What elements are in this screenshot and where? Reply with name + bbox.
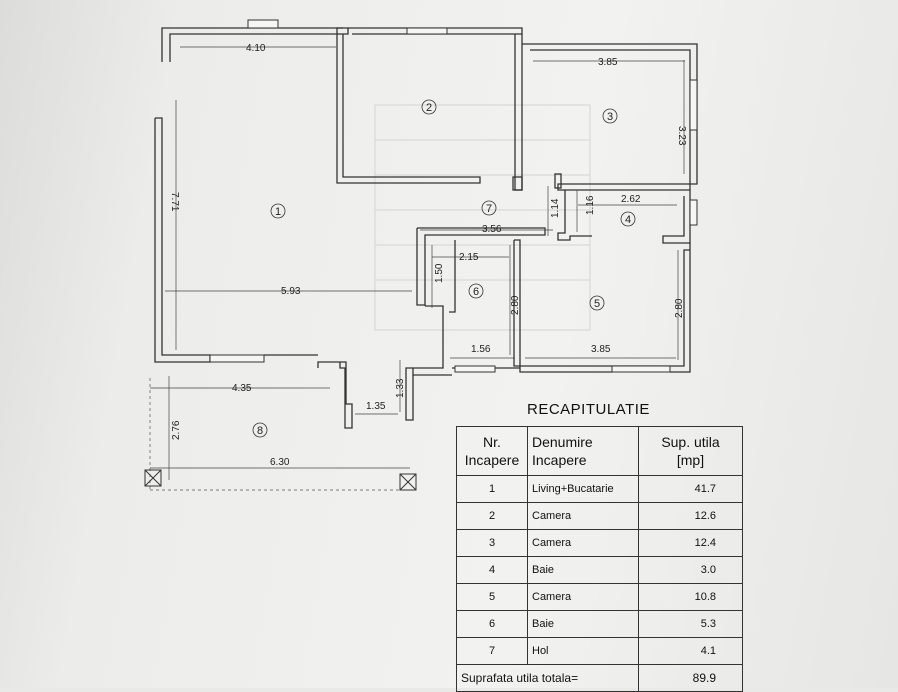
total-label: Suprafata utila totala= <box>457 665 639 692</box>
dim-1-35: 1.35 <box>366 401 386 412</box>
recap-table <box>456 426 743 692</box>
dim-4-10: 4.10 <box>246 43 266 54</box>
dim-3-23: 3.23 <box>676 126 687 146</box>
window <box>210 355 264 362</box>
dim-1-16: 1.16 <box>585 195 596 215</box>
dim-4-35: 4.35 <box>232 383 252 394</box>
recap-title: RECAPITULATIE <box>527 401 650 418</box>
window <box>612 366 670 372</box>
dim-1-50: 1.50 <box>434 263 445 283</box>
window <box>690 200 697 225</box>
header-area: Sup. utila [mp] <box>639 427 743 476</box>
wall-room6-left <box>413 306 452 375</box>
dim-2-62: 2.62 <box>621 194 641 205</box>
dim-5-93: 5.93 <box>281 286 301 297</box>
window <box>248 20 278 28</box>
dim-2-80-left: 2.80 <box>510 295 521 315</box>
room-number-3: 3 <box>606 111 614 123</box>
header-nr: Nr. Incapere <box>457 427 528 476</box>
wall-entry-post <box>318 362 352 428</box>
dim-3-85-top: 3.85 <box>598 57 618 68</box>
wall-entry-right <box>406 368 413 420</box>
dim-2-80-right: 2.80 <box>674 298 685 318</box>
table-row: 3 Camera 12.4 <box>457 530 743 557</box>
table-row: 5 Camera 10.8 <box>457 584 743 611</box>
dim-7-71: 7.71 <box>169 192 180 212</box>
room-number-4: 4 <box>624 214 632 226</box>
table-row: 1 Living+Bucatarie 41.7 <box>457 476 743 503</box>
room-number-8: 8 <box>256 425 264 437</box>
dim-2-15: 2.15 <box>459 252 479 263</box>
room-number-6: 6 <box>472 286 480 298</box>
window <box>455 366 495 372</box>
table-row: 7 Hol 4.1 <box>457 638 743 665</box>
room-number-7: 7 <box>485 203 493 215</box>
dim-1-14: 1.14 <box>550 198 561 218</box>
window <box>407 28 447 34</box>
dim-3-85-bottom: 3.85 <box>591 344 611 355</box>
table-row: 4 Baie 3.0 <box>457 557 743 584</box>
dim-6-30: 6.30 <box>270 457 290 468</box>
wall-room2-right <box>515 34 522 190</box>
dim-3-56: 3.56 <box>482 224 502 235</box>
dim-1-56: 1.56 <box>471 344 491 355</box>
room-number-5: 5 <box>593 298 601 310</box>
total-row <box>457 665 743 692</box>
wall-left <box>155 118 210 362</box>
wall-hall-left <box>417 228 425 305</box>
window <box>690 80 697 130</box>
room-number-1: 1 <box>274 206 282 218</box>
wall-room6-inner <box>449 240 455 312</box>
dim-1-33: 1.33 <box>395 378 406 398</box>
table-row: 2 Camera 12.6 <box>457 503 743 530</box>
terrace-posts <box>145 470 416 490</box>
total-value: 89.9 <box>639 665 743 692</box>
room-number-2: 2 <box>425 102 433 114</box>
header-name: Denumire Incapere <box>528 427 639 476</box>
wall-room4-right <box>663 190 690 243</box>
table-header-row <box>457 427 743 476</box>
table-row: 6 Baie 5.3 <box>457 611 743 638</box>
dim-2-76: 2.76 <box>171 420 182 440</box>
